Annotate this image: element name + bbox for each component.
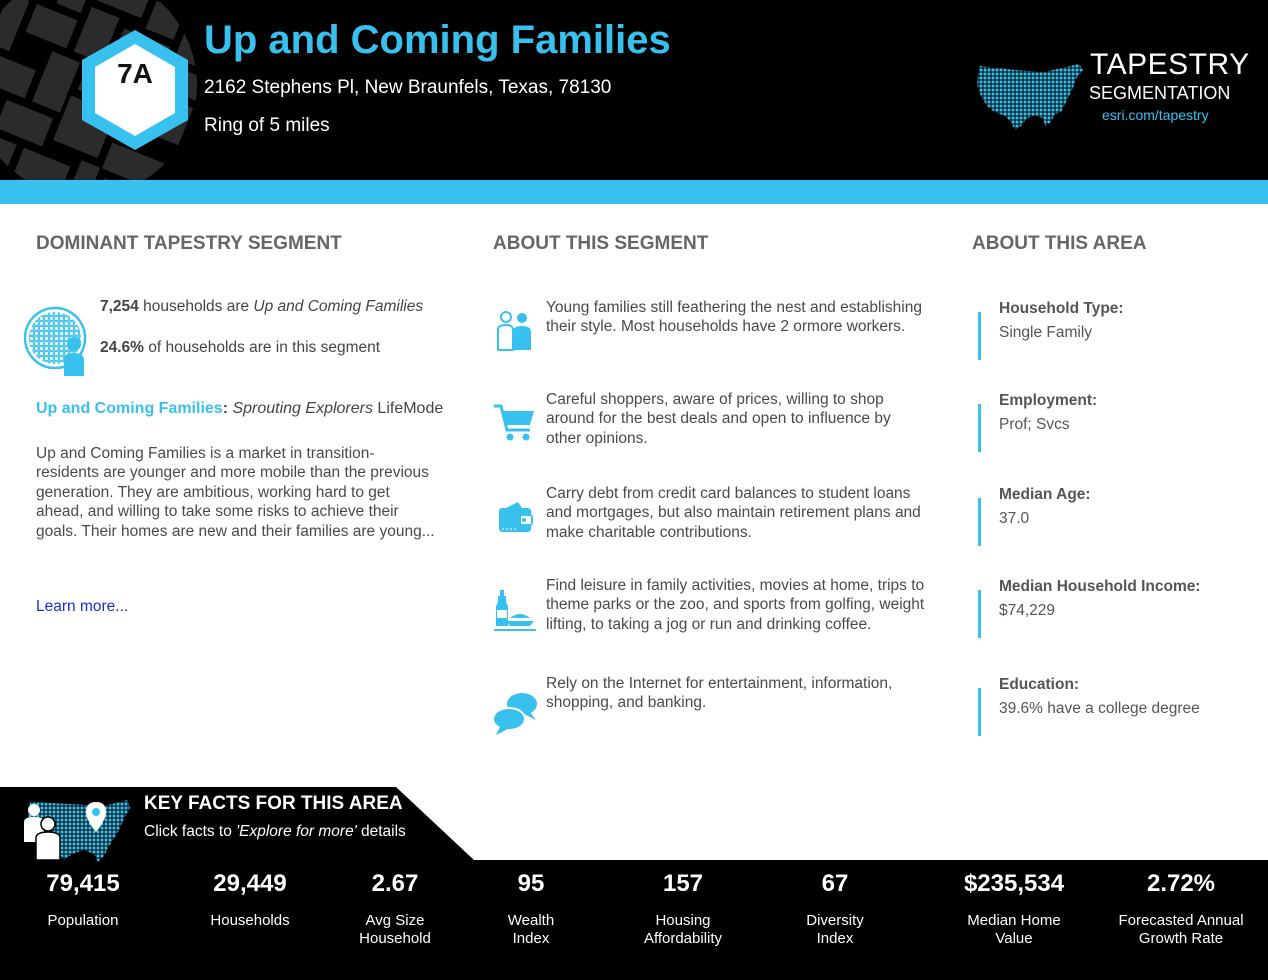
brand-url-link[interactable]: esri.com/tapestry <box>1102 107 1209 123</box>
fact-label: Forecasted Annual Growth Rate <box>1118 912 1244 947</box>
about-item-text: Find leisure in family activities, movies at home, trips to theme parks or the zoo, and sports from golfing, weight lifting, to taking a jog or run and drinking coffee. <box>546 577 925 633</box>
fact-label: Wealth Index <box>507 912 555 947</box>
fact-value: 29,449 <box>213 870 287 897</box>
fact-value: 2.72% <box>1146 870 1216 897</box>
shopping-cart-icon <box>492 400 538 446</box>
key-facts-subtitle: Click facts to 'Explore for more' details <box>144 823 406 840</box>
usa-map-icon <box>975 60 1085 132</box>
fact-growth-rate[interactable] <box>1106 870 1256 948</box>
fact-value: 79,415 <box>46 870 120 897</box>
segment-description: Up and Coming Families is a market in transition-residents are younger and more mobile than the previous generation. They are ambitious, working hard to get ahead, and willing to take some risks to achieve their goals. Their homes are new and their families are young... <box>36 445 435 540</box>
area-fact-bar <box>978 312 981 360</box>
fact-label: Housing Affordability <box>643 912 723 947</box>
about-item-text: Young families still feathering the nest and establishing their style. Most households have 2 ormore workers. <box>546 299 922 336</box>
area-fact-bar <box>978 498 981 546</box>
dining-icon <box>492 588 538 634</box>
header-accent-band <box>0 180 1268 204</box>
fact-label: Population <box>47 912 119 929</box>
fact-housing-affordability[interactable] <box>623 870 743 948</box>
fact-value: 95 <box>517 870 545 897</box>
area-fact-label: Employment: <box>999 392 1098 409</box>
fact-label: Diversity Index <box>806 912 864 947</box>
lifemode-line: Up and Coming Families: Sprouting Explorers LifeMode <box>36 400 444 417</box>
area-fact-label: Median Household Income: <box>999 578 1201 595</box>
households-segment-icon <box>24 306 90 376</box>
people-map-pin-icon <box>20 798 132 864</box>
area-fact-value: Single Family <box>999 324 1093 341</box>
fact-population[interactable] <box>23 870 143 930</box>
fact-wealth-index[interactable] <box>471 870 591 948</box>
area-fact-value: Prof; Svcs <box>999 416 1070 433</box>
about-item-text: Careful shoppers, aware of prices, willing to shop around for the best deals and open to influence by other opinions. <box>546 391 891 447</box>
households-stat: 7,254 households are Up and Coming Families <box>100 298 424 315</box>
area-fact-value: 37.0 <box>999 510 1030 527</box>
fact-label: Households <box>210 912 290 929</box>
fact-households[interactable] <box>190 870 310 930</box>
area-fact-bar <box>978 688 981 736</box>
segment-code: 7A <box>117 58 153 89</box>
fact-label: Median Home Value <box>967 912 1061 947</box>
brand-subtitle: SEGMENTATION <box>1089 83 1231 103</box>
about-segment-heading: ABOUT THIS SEGMENT <box>493 233 709 254</box>
fact-diversity-index[interactable] <box>775 870 895 948</box>
chat-bubbles-icon <box>492 690 538 736</box>
about-item-text: Rely on the Internet for entertainment, information, shopping, and banking. <box>546 675 893 712</box>
fact-label: Avg Size Household <box>359 912 431 947</box>
about-area-heading: ABOUT THIS AREA <box>972 233 1147 254</box>
key-facts-title: KEY FACTS FOR THIS AREA <box>144 793 403 814</box>
fact-value: 157 <box>662 870 704 897</box>
dominant-segment-heading: DOMINANT TAPESTRY SEGMENT <box>36 233 342 254</box>
area-fact-label: Education: <box>999 676 1080 693</box>
fact-median-home-value[interactable] <box>944 870 1084 948</box>
page-title: Up and Coming Families <box>204 18 671 62</box>
segment-hexagon-icon <box>82 30 188 150</box>
ring-radius: Ring of 5 miles <box>204 115 330 136</box>
area-fact-bar <box>978 404 981 452</box>
area-fact-label: Median Age: <box>999 486 1091 503</box>
percent-stat: 24.6% of households are in this segment <box>100 339 381 356</box>
wallet-icon <box>492 496 538 542</box>
area-fact-value: 39.6% have a college degree <box>999 700 1200 717</box>
fact-avg-household-size[interactable] <box>335 870 455 948</box>
header <box>0 0 1268 180</box>
area-fact-label: Household Type: <box>999 300 1124 317</box>
family-icon <box>492 308 538 354</box>
brand-title: TAPESTRY <box>1090 48 1250 81</box>
area-fact-value: $74,229 <box>999 602 1056 619</box>
learn-more-link[interactable]: Learn more... <box>36 598 129 615</box>
address: 2162 Stephens Pl, New Braunfels, Texas, 78130 <box>204 77 612 98</box>
area-fact-bar <box>978 590 981 638</box>
about-item-text: Carry debt from credit card balances to student loans and mortgages, but also maintain retirement plans and make charitable contributions. <box>546 485 921 541</box>
fact-value: 2.67 <box>371 870 419 897</box>
fact-value: 67 <box>821 870 849 897</box>
fact-value: $235,534 <box>963 870 1065 897</box>
